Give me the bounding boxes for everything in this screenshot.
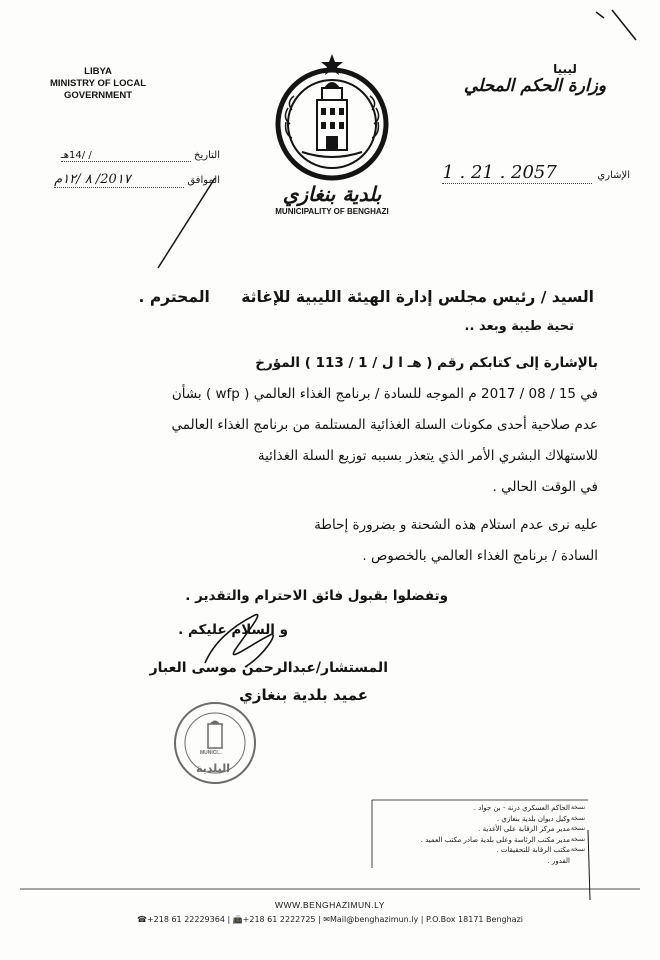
stamp-text-ar: البلدية bbox=[196, 762, 231, 775]
closing-respect: وتفضلوا بقبول فائق الاحترام والتقدير . bbox=[185, 588, 448, 604]
cc-item: مدير مكتب الرئاسة وعلى بلدية صادر مكتب العميد . bbox=[420, 835, 570, 844]
footer-website: WWW.BENGHAZIMUN.LY bbox=[275, 900, 385, 910]
official-stamp bbox=[172, 700, 258, 786]
body-line-2: في 15 / 08 / 2017 م الموجه للسادة / برنامج الغذاء العالمي ( wfp ) بشأن bbox=[171, 386, 598, 402]
date-hijri-value: / /14هـ bbox=[61, 150, 191, 162]
body-line-5: في الوقت الحالي . bbox=[492, 479, 598, 495]
addressee: السيد / رئيس مجلس إدارة الهيئة الليبية للإغاثة bbox=[241, 288, 594, 306]
cc-item: القدور . bbox=[547, 856, 570, 865]
greeting: تحية طيبة وبعد .. bbox=[464, 319, 574, 334]
cc-mark: نسخة bbox=[570, 835, 586, 843]
honorific: المحترم . bbox=[138, 288, 210, 306]
logo-name-ar: بلدية بنغازي bbox=[282, 182, 382, 206]
cc-mark: نسخة bbox=[570, 814, 586, 822]
date-gregorian-label: الموافق bbox=[187, 175, 220, 186]
header-ministry-en-2: GOVERNMENT bbox=[63, 90, 133, 101]
header-country-ar: ليبيا bbox=[553, 62, 577, 76]
date-hijri-label: التاريخ bbox=[194, 150, 220, 161]
body-paragraph-1 bbox=[38, 348, 598, 503]
cc-mark: نسخة bbox=[570, 846, 586, 853]
footer-contacts: ☎+218 61 22229364 | 📠+218 61 2222725 | ✉Mail@benghazimun.ly | P.O.Box 18171 Benghazi bbox=[136, 915, 524, 924]
cc-list bbox=[380, 803, 570, 866]
cc-marks-column bbox=[566, 803, 590, 856]
signatory-name: المستشار/عبدالرحمن موسى العبار bbox=[149, 660, 388, 676]
header-ministry-ar: وزارة الحكم المحلي bbox=[463, 76, 607, 96]
header-country-en: LIBYA bbox=[84, 66, 112, 77]
cc-mark: نسخة bbox=[570, 804, 586, 811]
cc-mark: نسخة bbox=[570, 825, 586, 832]
body-paragraph-2 bbox=[38, 510, 598, 572]
body-line-1: بالإشارة إلى كتابكم رقم ( هـ ا ل / 1 / 113 ) المؤرخ bbox=[255, 355, 598, 371]
body-line-6: عليه نرى عدم استلام هذه الشحنة و بضرورة إحاطة bbox=[314, 517, 598, 533]
addressee-line bbox=[34, 288, 594, 306]
body-line-3: عدم صلاحية أحدى مكونات السلة الغذائية المستلمة من برنامج الغذاء العالمي bbox=[171, 417, 598, 433]
reference-number: 1 . 21 . 2057 bbox=[442, 162, 592, 184]
cc-item: الحاكم العسكري درنة - بن جواد . bbox=[473, 804, 570, 812]
cc-item: مدير مركز الرقابة على الأغذية . bbox=[478, 825, 570, 833]
logo-name-en: MUNICIPALITY OF BENGHAZI bbox=[275, 207, 389, 216]
cc-item: وكيل ديوان بلدية بنغازي . bbox=[496, 814, 570, 823]
closing-peace: و السلام عليكم . bbox=[178, 622, 288, 638]
reference-label: الإشاري bbox=[597, 170, 630, 181]
date-gregorian-value: 20١٧/ ٨ /١٢م bbox=[54, 172, 184, 188]
header-ministry-en-1: MINISTRY OF LOCAL bbox=[49, 78, 147, 89]
body-line-4: للاستهلاك البشري الأمر الذي يتعذر بسببه توزيع السلة الغذائية bbox=[257, 448, 598, 464]
body-line-7: السادة / برنامج الغذاء العالمي بالخصوص . bbox=[362, 548, 598, 564]
signatory-title: عميد بلدية بنغازي bbox=[239, 686, 368, 704]
cc-item: مكتب الرقابة للتحقيقات . bbox=[496, 846, 570, 854]
stamp-text-en: MUNICI... bbox=[200, 750, 222, 756]
